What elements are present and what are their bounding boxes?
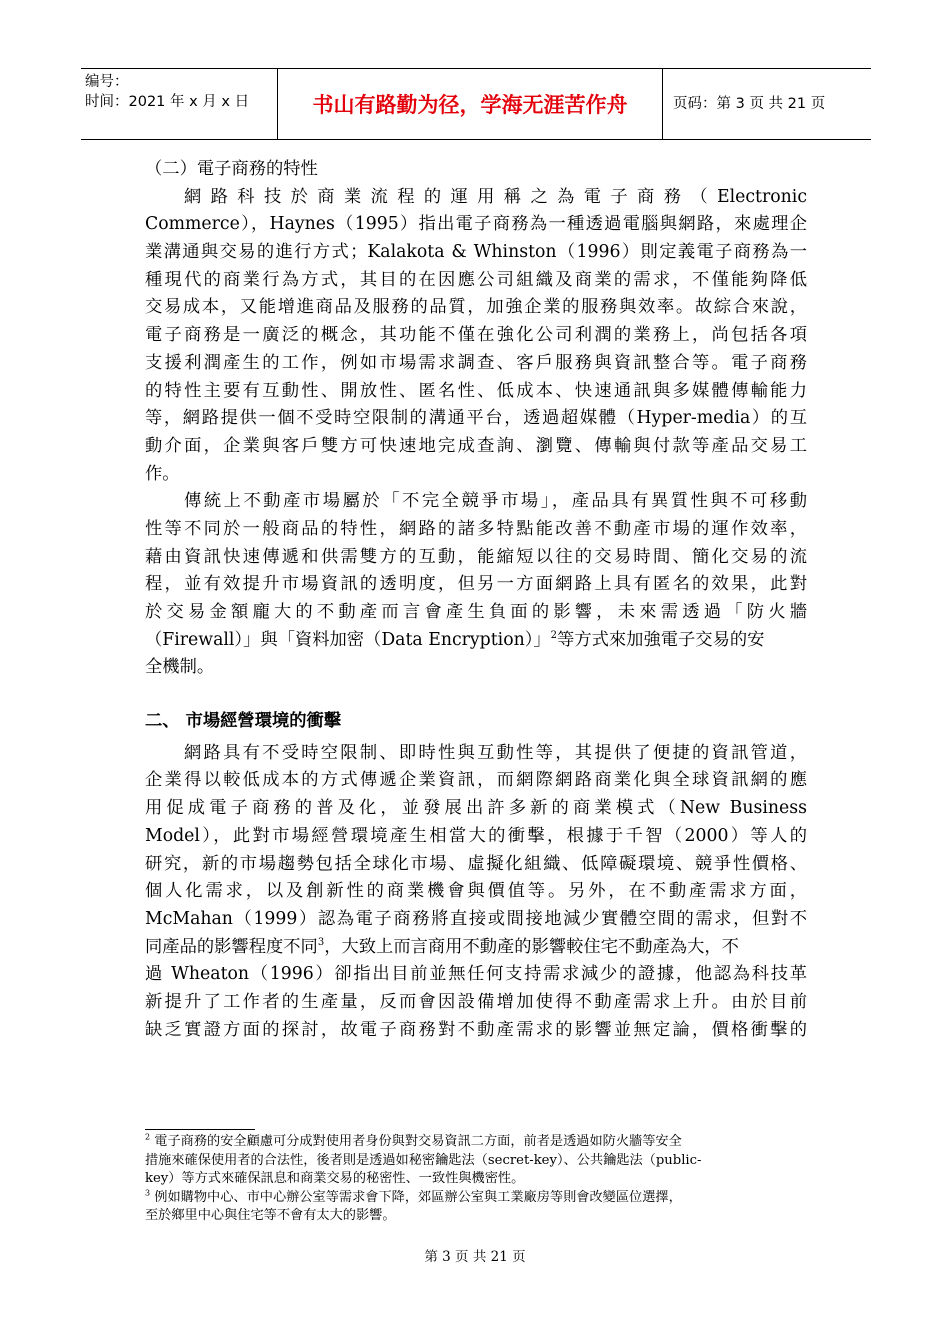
page-footer: 第 3 页 共 21 页 (424, 1249, 526, 1265)
text-line: 業溝通與交易的進行方式；Kalakota & Whinston（1996）則定義電子商務為一 (145, 242, 807, 263)
footnote-line (145, 1133, 805, 1152)
text-line (145, 934, 807, 962)
text-line: 支援利潤產生的工作，例如市場需求調查、客戶服務與資訊整合等。電子商務 (145, 352, 807, 373)
text-line: 過 Wheaton（1996）卻指出目前並無任何支持需求減少的證據，他認為科技革 (145, 964, 807, 985)
text-line: 交易成本，又能增進商品及服務的品質，加強企業的服務與效率。故綜合來說， (145, 297, 807, 318)
text-line: 種現代的商業行為方式，其目的在因應公司組織及商業的需求，不僅能夠降低 (145, 269, 807, 290)
paragraph-2 (145, 488, 807, 682)
text-line: 程，並有效提升市場資訊的透明度，但另一方面網路上具有匿名的效果，此對 (145, 574, 807, 595)
text-line: 研究，新的市場趨勢包括全球化市場、虛擬化組織、低障礙環境、競爭性價格、 (145, 853, 807, 874)
text-line: 傳統上不動產市場屬於「不完全競爭市場」，產品具有異質性與不可移動 (184, 491, 807, 512)
text-line: 個人化需求，以及創新性的商業機會與價值等。另外，在不動產需求方面， (145, 881, 807, 902)
text-line: 於交易金額龐大的不動產而言會產生負面的影響，未來需透過「防火牆 (145, 602, 807, 622)
footnote-ref-2[interactable]: 2 (550, 629, 558, 641)
text-line: 缺乏實證方面的探討，故電子商務對不動產需求的影響並無定論，價格衝擊的 (145, 1019, 807, 1040)
text-line: 新提升了工作者的生產量，反而會因設備增加使得不動產需求上升。由於目前 (145, 991, 807, 1012)
text-line: 網路科技於商業流程的運用稱之為電子商務（Electronic (184, 186, 807, 207)
text-segment: 等方式來加強電子交易的安 (557, 629, 765, 650)
text-line: 全機制。 (145, 657, 215, 678)
text-line: 電子商務是一廣泛的概念，其功能不僅在強化公司利潤的業務上，尚包括各項 (145, 325, 807, 346)
text-segment: （Firewall）」與「資料加密（Data Encryption）」 (145, 629, 551, 650)
text-line: 藉由資訊快速傳遞和供需雙方的互動，能縮短以往的交易時間、簡化交易的流 (145, 546, 807, 567)
document-body (145, 156, 807, 1044)
footnote-mark: 3 (145, 1188, 151, 1198)
footnote-line: 措施來確保使用者的合法性，後者則是透過如秘密鑰匙法（secret-key）、公共鑰匙法（public- (145, 1152, 702, 1168)
text-line: 動介面，企業與客戶雙方可快速地完成查詢、瀏覽、傳輸與付款等產品交易工 (145, 435, 807, 456)
text-line: 網路具有不受時空限制、即時性與互動性等，其提供了便捷的資訊管道， (184, 742, 807, 763)
footnote-line: key）等方式來確保訊息和商業交易的秘密性、一致性與機密性。 (145, 1171, 525, 1187)
text-line: 的特性主要有互動性、開放性、匿名性、低成本、快速通訊與多媒體傳輸能力 (145, 380, 807, 401)
text-line: 企業得以較低成本的方式傳遞企業資訊，而網際網路商業化與全球資訊網的應 (145, 770, 807, 791)
page-header (81, 68, 871, 140)
number-label: 编号： (85, 74, 129, 90)
footnote-line: 至於鄉里中心與住宅等不會有太大的影響。 (145, 1208, 396, 1224)
header-page-cell (663, 69, 871, 139)
paragraph-3 (145, 740, 807, 1045)
footnote-ref-3[interactable]: 3 (317, 936, 325, 948)
text-line: Model），此對市場經營環境產生相當大的衝擊，根據于千智（2000）等人的 (145, 825, 807, 846)
text-line (145, 627, 807, 655)
text-segment: ，大致上而言商用不動產的影響較住宅不動產為大，不 (324, 936, 739, 957)
text-line: 作。 (145, 463, 180, 484)
page-number-label: 页码：第 3 页 共 21 页 (673, 96, 826, 112)
footnote-line (145, 1189, 805, 1208)
motto: 书山有路勤为径，学海无涯苦作舟 (312, 93, 628, 117)
footnote-divider (145, 1129, 255, 1130)
footnotes (145, 1133, 805, 1226)
text-line: 用促成電子商務的普及化，並發展出許多新的商業模式（New Business (145, 798, 807, 819)
section-heading: 二、 市場經營環境的衝擊 (145, 711, 342, 732)
footnote-text: 例如購物中心、市中心辦公室等需求會下降，郊區辦公室與工業廠房等則會改變區位選擇， (154, 1189, 682, 1205)
text-line: Commerce），Haynes（1995）指出電子商務為一種透過電腦與網路，來處理企 (145, 214, 807, 235)
text-line: McMahan（1999）認為電子商務將直接或間接地減少實體空間的需求，但對不 (145, 908, 807, 929)
text-line: 性等不同於一般商品的特性，網路的諸多特點能改善不動產市場的運作效率， (145, 518, 807, 539)
footnote-text: 電子商務的安全顧慮可分成對使用者身份與對交易資訊二方面，前者是透過如防火牆等安全 (154, 1134, 682, 1149)
header-motto-cell (278, 69, 663, 139)
header-meta-cell (81, 69, 278, 139)
text-segment: 同產品的影響程度不同 (145, 936, 318, 957)
paragraph-1 (145, 184, 807, 489)
date-label: 时间：2021 年 x 月 x 日 (85, 94, 250, 110)
section-title: （二）電子商務的特性 (145, 159, 318, 179)
footnote-mark: 2 (145, 1132, 151, 1142)
text-line: 等，網路提供一個不受時空限制的溝通平台，透過超媒體（Hyper-media）的互 (145, 408, 807, 429)
